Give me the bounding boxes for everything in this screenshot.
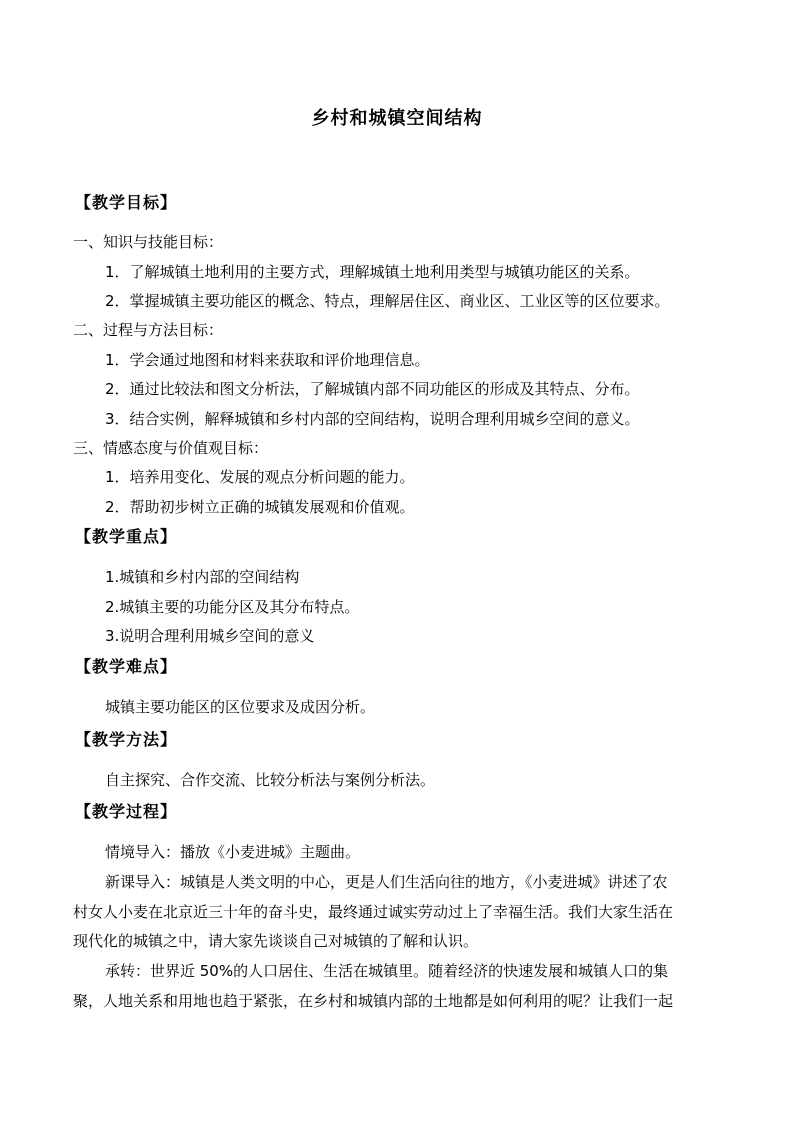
process-paragraph-line: 聚，人地关系和用地也趋于紧张，在乡村和城镇内部的土地都是如何利用的呢？让我们一起 [73,992,674,1010]
objective-item: 2．通过比较法和图文分析法，了解城镇内部不同功能区的形成及其特点、分布。 [105,380,640,398]
objective-group-label: 二、过程与方法目标： [73,321,224,339]
section-heading-difficulties: 【教学难点】 [75,657,178,676]
process-paragraph-line: 情境导入：播放《小麦进城》主题曲。 [105,843,361,861]
key-point-item: 2.城镇主要的功能分区及其分布特点。 [105,598,360,616]
objective-item: 2．掌握城镇主要功能区的概念、特点，理解居住区、商业区、工业区等的区位要求。 [105,292,670,310]
difficulty-text: 城镇主要功能区的区位要求及成因分析。 [105,698,376,716]
key-point-item: 1.城镇和乡村内部的空间结构 [105,568,300,586]
objective-group-label: 一、知识与技能目标： [73,233,224,251]
process-paragraph-line: 现代化的城镇之中，请大家先谈谈自己对城镇的了解和认识。 [73,932,479,950]
section-heading-key-points: 【教学重点】 [75,527,178,546]
section-heading-objectives: 【教学目标】 [75,193,178,212]
process-paragraph-line: 承转：世界近 50%的人口居住、生活在城镇里。随着经济的快速发展和城镇人口的集 [105,962,669,980]
methods-text: 自主探究、合作交流、比较分析法与案例分析法。 [105,771,436,789]
section-heading-methods: 【教学方法】 [75,730,178,749]
process-paragraph-line: 村女人小麦在北京近三十年的奋斗史，最终通过诚实劳动过上了幸福生活。我们大家生活在 [73,903,674,921]
objective-item: 1．培养用变化、发展的观点分析问题的能力。 [105,468,415,486]
process-paragraph-line: 新课导入：城镇是人类文明的中心，更是人们生活向往的地方，《小麦进城》讲述了农 [105,873,668,891]
objective-group-label: 三、情感态度与价值观目标： [73,439,269,457]
objective-item: 2．帮助初步树立正确的城镇发展观和价值观。 [105,498,415,516]
objective-item: 1．学会通过地图和材料来获取和评价地理信息。 [105,351,430,369]
objective-item: 3．结合实例，解释城镇和乡村内部的空间结构，说明合理利用城乡空间的意义。 [105,410,640,428]
key-point-item: 3.说明合理利用城乡空间的意义 [105,627,315,645]
document-title: 乡村和城镇空间结构 [311,108,483,129]
section-heading-process: 【教学过程】 [75,802,178,821]
objective-item: 1．了解城镇土地利用的主要方式，理解城镇土地利用类型与城镇功能区的关系。 [105,263,640,281]
